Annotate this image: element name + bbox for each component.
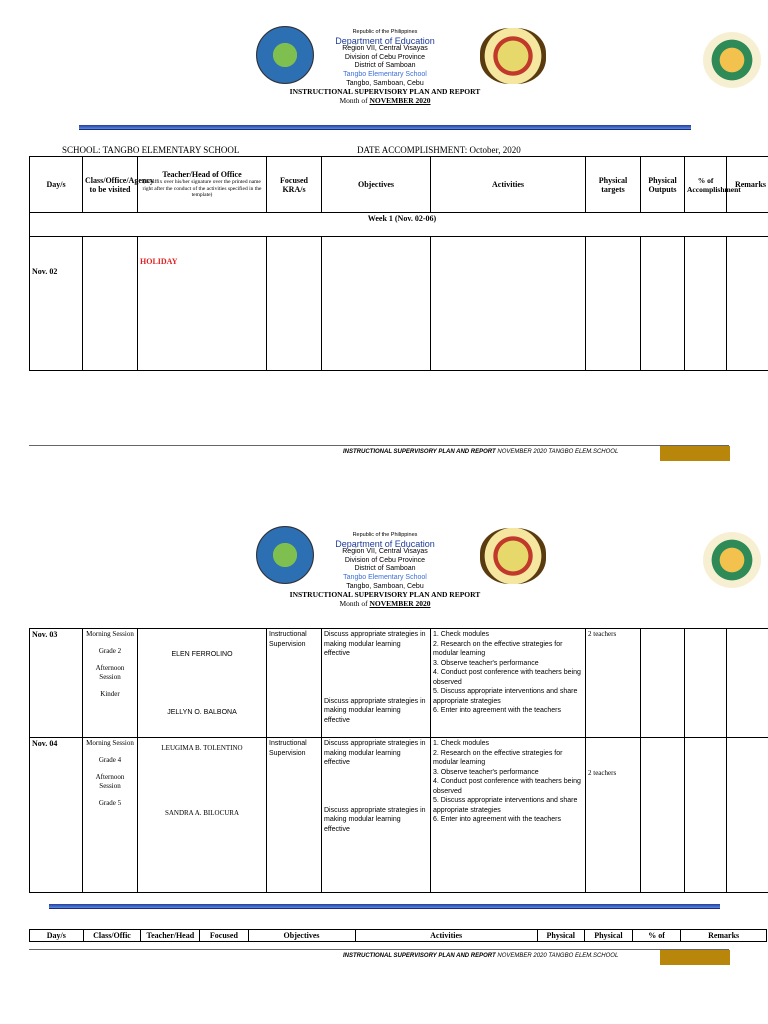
kra-cell-1: Instructional Supervision: [267, 629, 322, 738]
date-label: DATE ACCOMPLISHMENT: October, 2020: [357, 145, 521, 155]
col-teacher-label: Teacher/Head of Office: [162, 170, 242, 180]
row-outputs: [641, 237, 685, 371]
school-label: SCHOOL: TANGBO ELEMENTARY SCHOOL: [62, 145, 240, 155]
footer-text: [343, 449, 618, 455]
row-nov04: [30, 738, 768, 893]
bottom-header-table: [29, 929, 767, 942]
republic-text: Republic of the Philippines: [352, 29, 418, 35]
grade-2b: Grade 5: [98, 799, 122, 807]
objective-2a: Discuss appropriate strategies in making modular learning effective: [324, 740, 426, 766]
grade-1a: Grade 2: [98, 647, 122, 655]
activity-2-3: 3. Observe teacher's performance: [433, 768, 539, 776]
teacher-1a: ELEN FERROLINO: [171, 651, 233, 658]
activity-2-2: 2. Research on the effective strategies for modular learning: [433, 749, 563, 766]
school-text-2: Tangbo Elementary School: [343, 573, 427, 581]
targets-cell-1: 2 teachers: [586, 629, 641, 738]
bh-class: Class/Offic: [83, 930, 141, 942]
footer-title: INSTRUCTIONAL SUPERVISORY PLAN AND REPORT: [343, 449, 496, 455]
month-line: [260, 97, 510, 106]
row-nov03: [30, 629, 768, 738]
outputs-cell-1: [641, 629, 685, 738]
grade-1b: Kinder: [100, 690, 120, 698]
footer-title-2: INSTRUCTIONAL SUPERVISORY PLAN AND REPORT: [343, 953, 496, 959]
month-prefix: Month of: [339, 95, 368, 105]
activity-2-6: 6. Enter into agreement with the teachers: [433, 816, 562, 823]
month-prefix-2: Month of: [339, 598, 368, 608]
teacher-1b: JELLYN O. BALBONA: [167, 708, 237, 716]
row-teacher: [138, 237, 267, 371]
district-text: District of Samboan: [354, 62, 416, 70]
col-targets: Physical targets: [586, 157, 641, 213]
activity-2-4: 4. Conduct post conference with teachers being observed: [433, 778, 581, 795]
activity-2-1: 1. Check modules: [433, 740, 490, 747]
activity-1-4: 4. Conduct post conference with teachers being observed: [433, 669, 581, 686]
col-kra: Focused KRA/s: [267, 157, 322, 213]
footer-text-2: [343, 953, 618, 959]
division-text-2: Division of Cebu Province: [344, 556, 426, 564]
col-percent: % of Accomplishment: [685, 157, 727, 213]
page1-table: [29, 156, 768, 371]
activities-cell-2: [431, 738, 586, 893]
month-value-2: NOVEMBER 2020: [369, 598, 431, 608]
row-activities: [431, 237, 586, 371]
row-percent: [685, 237, 727, 371]
address-text-2: Tangbo, Samboan, Cebu: [346, 582, 424, 590]
teacher-cell-2: [138, 738, 267, 893]
activity-1-5: 5. Discuss appropriate interventions and share appropriate strategies: [433, 688, 578, 705]
footer-gold-block-2: [660, 950, 730, 965]
day-cell-2: Nov. 04: [30, 738, 83, 893]
objective-1a: Discuss appropriate strategies in making modular learning effective: [324, 631, 426, 657]
row-kra: [267, 237, 322, 371]
col-objectives: Objectives: [322, 157, 431, 213]
teacher-2a: LEUGIMA B. TOLENTINO: [161, 744, 243, 752]
session-2b: Afternoon Session: [95, 773, 125, 790]
col-activities: Activities: [431, 157, 586, 213]
bottom-divider: [49, 904, 720, 909]
footer-subtitle: NOVEMBER 2020 TANGBO ELEM.SCHOOL: [497, 449, 619, 455]
document-header-2: [260, 531, 510, 608]
row-remarks: [727, 237, 768, 371]
activity-1-1: 1. Check modules: [433, 631, 490, 638]
department-text: Department of Education: [335, 35, 435, 46]
bh-teacher: Teacher/Head: [141, 930, 200, 942]
footer-gold-block: [660, 446, 730, 461]
col-outputs: Physical Outputs: [641, 157, 685, 213]
month-line-2: [260, 600, 510, 609]
memorial-seal-2: [703, 532, 761, 588]
bh-activities: Activities: [355, 930, 537, 942]
col-teacher: [138, 157, 267, 213]
remarks-cell-1: [727, 629, 768, 738]
kra-cell-2: Instructional Supervision: [267, 738, 322, 893]
bh-percent: % of: [633, 930, 681, 942]
grade-2a: Grade 4: [98, 756, 122, 764]
row-day: [30, 237, 83, 371]
col-teacher-note: (To affix over his/her signature over the printed name right after the conduct of the activities specified in the template): [142, 179, 262, 199]
teacher-cell-1: [138, 629, 267, 738]
bh-days: Day/s: [30, 930, 84, 942]
objective-cell-1: [322, 629, 431, 738]
col-days: Day/s: [30, 157, 83, 213]
activity-1-3: 3. Observe teacher's performance: [433, 659, 539, 667]
footer-line-2: [29, 949, 729, 950]
activities-cell-1: [431, 629, 586, 738]
session-2a: Morning Session: [86, 739, 134, 747]
month-value: NOVEMBER 2020: [369, 95, 431, 105]
activity-1-2: 2. Research on the effective strategies for modular learning: [433, 640, 563, 657]
bh-objectives: Objectives: [248, 930, 355, 942]
day-value: Nov. 02: [32, 267, 58, 276]
col-remarks: Remarks: [727, 157, 768, 213]
holiday-label: HOLIDAY: [140, 257, 178, 266]
report-title: INSTRUCTIONAL SUPERVISORY PLAN AND REPORT: [289, 87, 481, 97]
republic-text-2: Republic of the Philippines: [352, 532, 418, 538]
page2-table: [29, 628, 768, 893]
department-text-2: Department of Education: [335, 538, 435, 549]
division-text: Division of Cebu Province: [344, 53, 426, 61]
address-text: Tangbo, Samboan, Cebu: [346, 79, 424, 87]
bh-physical1: Physical: [537, 930, 584, 942]
memorial-seal: [703, 32, 761, 88]
outputs-cell-2: [641, 738, 685, 893]
session-1a: Morning Session: [86, 630, 134, 638]
percent-cell-2: [685, 738, 727, 893]
col-class: Class/Office/Agency to be visited: [83, 157, 138, 213]
objective-2b: Discuss appropriate strategies in making modular learning effective: [324, 806, 426, 833]
header-divider: [79, 125, 691, 130]
region-text-2: Region VII, Central Visayas: [342, 548, 428, 556]
district-text-2: District of Samboan: [354, 565, 416, 573]
bh-remarks: Remarks: [681, 930, 767, 942]
session-1b: Afternoon Session: [95, 664, 125, 681]
activity-1-6: 6. Enter into agreement with the teachers: [433, 707, 562, 714]
row-objectives: [322, 237, 431, 371]
bh-focused: Focused: [200, 930, 248, 942]
school-text: Tangbo Elementary School: [343, 70, 427, 78]
day-cell-1: Nov. 03: [30, 629, 83, 738]
document-header: [260, 28, 510, 105]
targets-2-value: 2 teachers: [588, 769, 617, 777]
targets-cell-2: [586, 738, 641, 893]
activity-2-5: 5. Discuss appropriate interventions and share appropriate strategies: [433, 797, 578, 814]
class-cell-2: [83, 738, 138, 893]
week-label: Week 1 (Nov. 02-06): [30, 213, 768, 237]
objective-cell-2: [322, 738, 431, 893]
row-class: [83, 237, 138, 371]
bh-physical2: Physical: [584, 930, 632, 942]
class-cell-1: [83, 629, 138, 738]
footer-subtitle-2: NOVEMBER 2020 TANGBO ELEM.SCHOOL: [497, 953, 619, 959]
report-title-2: INSTRUCTIONAL SUPERVISORY PLAN AND REPORT: [289, 590, 481, 600]
row-targets: [586, 237, 641, 371]
footer-line: [29, 445, 729, 446]
objective-1b: Discuss appropriate strategies in making modular learning effective: [324, 697, 426, 724]
remarks-cell-2: [727, 738, 768, 893]
region-text: Region VII, Central Visayas: [342, 45, 428, 53]
teacher-2b: SANDRA A. BILOCURA: [164, 809, 240, 817]
percent-cell-1: [685, 629, 727, 738]
